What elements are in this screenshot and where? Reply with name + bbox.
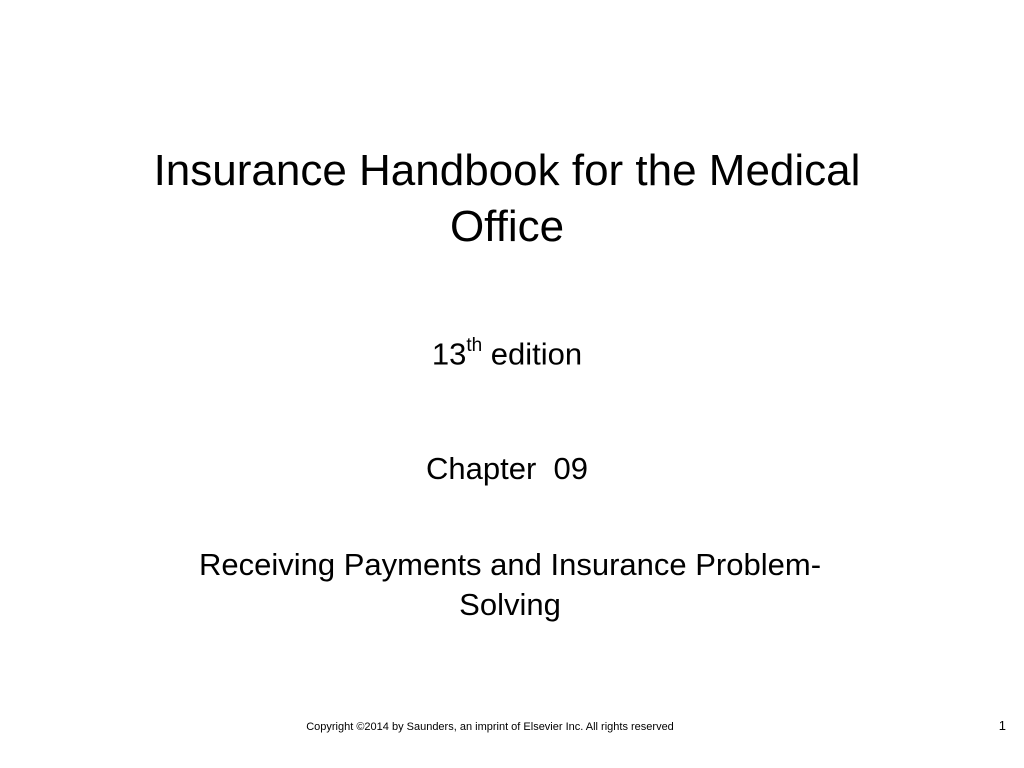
slide-title [70,143,944,255]
chapter-title-line-2: Solving [459,587,561,622]
copyright-footer: Copyright ©2014 by Saunders, an imprint of Elsevier Inc. All rights reserved [306,721,674,733]
chapter-label: Chapter 09 [426,451,588,486]
edition-label [0,328,1014,374]
slide-title-line-1: Insurance Handbook for the Medical [153,146,861,195]
edition-number: 13 [431,336,467,372]
chapter-title-line-1: Receiving Payments and Insurance Problem- [198,547,822,582]
chapter-title [60,545,960,625]
slide-title-line-2: Office [449,202,565,251]
slide-number: 1 [998,718,1006,733]
edition-ordinal-suffix: th [466,335,483,356]
edition-word: edition [482,336,583,372]
